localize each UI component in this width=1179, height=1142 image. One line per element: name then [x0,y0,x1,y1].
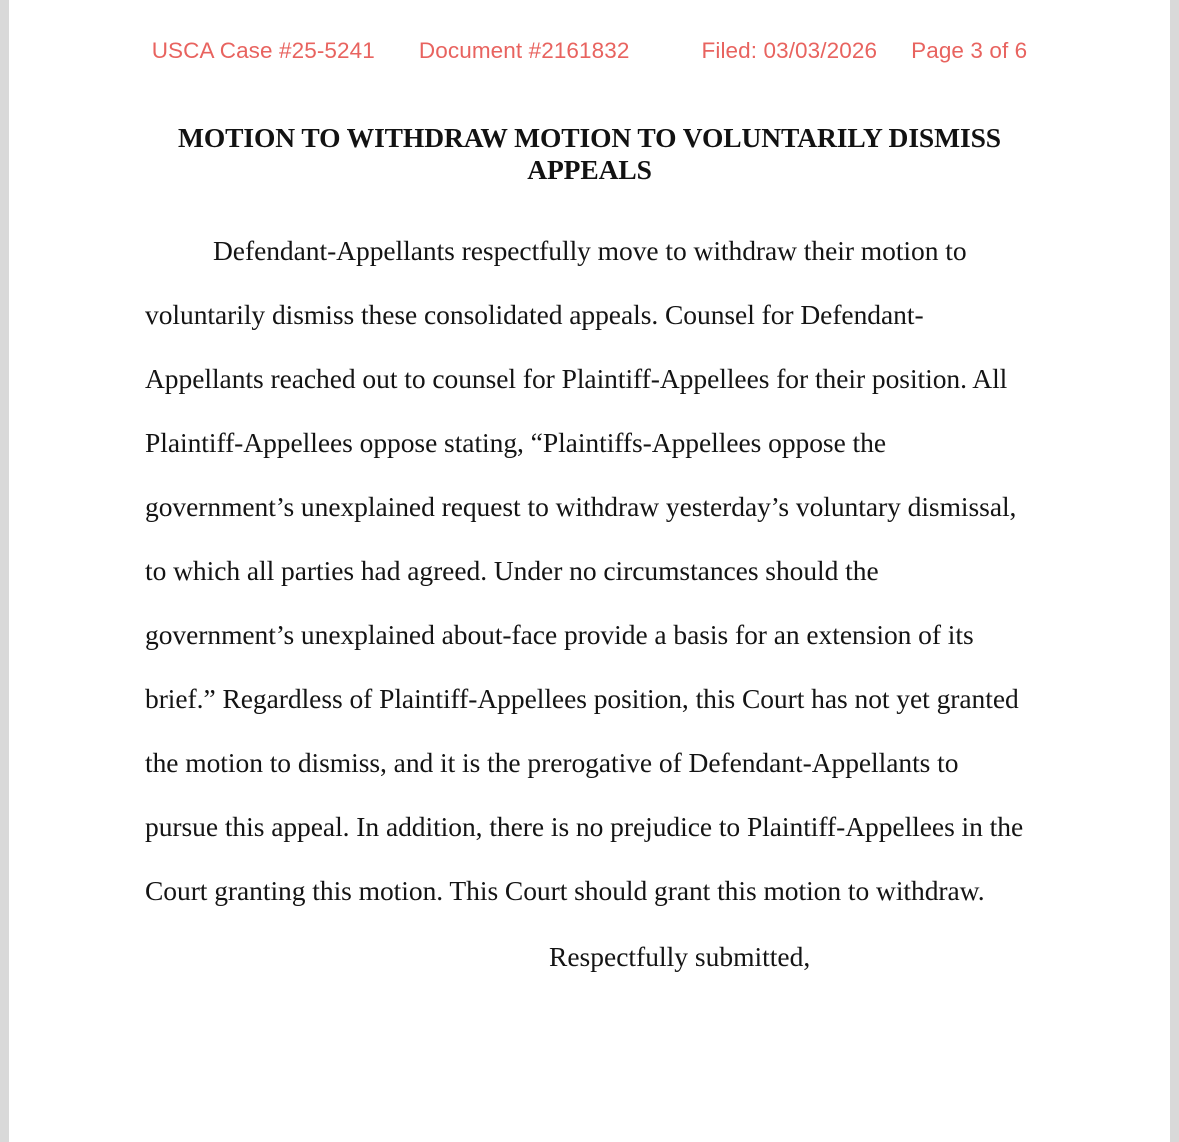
document-body [145,122,1034,989]
page-sheet [9,0,1170,1142]
closing-line: Respectfully submitted, [549,940,811,972]
ecf-filed-date: Filed: 03/03/2026 [701,38,878,63]
header-spacer-1 [375,38,419,64]
ecf-stamp-header [9,38,1170,64]
ecf-page-number: Page 3 of 6 [911,38,1028,63]
body-paragraph: Defendant-Appellants respectfully move to withdraw their motion to voluntarily dismiss these consolidated appeals. Counsel for Defendant-Appellants reached out to counsel for Plaintiff-Appellees for their position. All Plaintiff-Appellees oppose stating, “Plaintiffs-Appellees oppose the government’s unexplained request to withdraw yesterday’s voluntary dismissal, to which all parties had agreed. Under no circumstances should the government’s unexplained about-face provide a basis for an extension of its brief.” Regardless of Plaintiff-Appellees position, this Court has not yet granted the motion to dismiss, and it is the prerogative of Defendant-Appellants to pursue this appeal. In addition, there is no prejudice to Plaintiff-Appellees in the Court granting this motion. This Court should grant this motion to withdraw. [145,234,1024,906]
header-spacer-2 [630,38,702,64]
ecf-case-number: USCA Case #25-5241 [151,38,375,63]
header-spacer-3 [877,38,911,64]
ecf-document-number: Document #2161832 [418,38,630,63]
document-title: MOTION TO WITHDRAW MOTION TO VOLUNTARILY DISMISS APPEALS [178,122,1001,186]
